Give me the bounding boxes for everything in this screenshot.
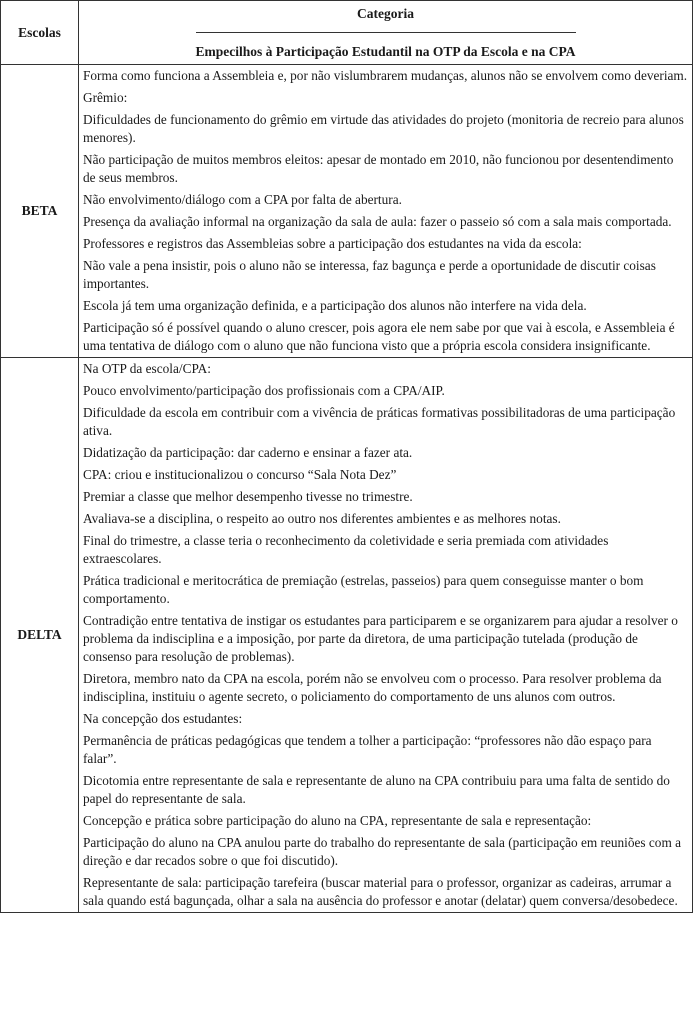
school-name-beta: BETA <box>1 65 79 358</box>
list-item: Contradição entre tentativa de instigar os estudantes para participarem e se organizarem para ajudar a resolver o problema da indisciplina e a imposição, por parte da diretora, de uma participação tutelada (produção de consenso para resolução de problemas). <box>83 613 678 664</box>
list-item: Participação do aluno na CPA anulou parte do trabalho do representante de sala (participação em reuniões com a direção e dar recados sobre o que foi discutido). <box>83 835 682 868</box>
list-item: Não vale a pena insistir, pois o aluno não se interessa, faz bagunça e perde a oportunidade de discutir coisas importantes. <box>83 258 656 291</box>
header-divider <box>196 32 576 33</box>
list-item: Não participação de muitos membros eleitos: apesar de montado em 2010, não funcionou por desentendimento de seus membros. <box>83 152 674 185</box>
obstacles-cell-delta <box>79 358 693 913</box>
list-item: Final do trimestre, a classe teria o reconhecimento da coletividade e seria premiada com atividades extraescolares. <box>83 533 609 566</box>
list-item: Didatização da participação: dar caderno e ensinar a fazer ata. <box>83 445 413 460</box>
list-item: Avaliava-se a disciplina, o respeito ao outro nos diferentes ambientes e as melhores notas. <box>83 511 561 526</box>
schools-header: Escolas <box>1 1 79 65</box>
list-item: Concepção e prática sobre participação do aluno na CPA, representante de sala e representação: <box>83 813 592 828</box>
school-name-delta: DELTA <box>1 358 79 913</box>
category-label: Categoria <box>357 6 414 21</box>
list-item: Escola já tem uma organização definida, e a participação dos alunos não interfere na vida dela. <box>83 298 587 313</box>
list-item: Pouco envolvimento/participação dos profissionais com a CPA/AIP. <box>83 383 445 398</box>
table-header-row <box>1 1 693 65</box>
list-item: Representante de sala: participação tarefeira (buscar material para o professor, organizar as cadeiras, arrumar a sala quando está bagunçada, olhar a sala na ausência do professor e anotar (delatar) quem conversa/desobedece. <box>83 875 678 908</box>
table-row-beta <box>1 65 693 358</box>
list-item: Na OTP da escola/CPA: <box>83 361 211 376</box>
list-item: Na concepção dos estudantes: <box>83 711 243 726</box>
list-item: Dicotomia entre representante de sala e representante de aluno na CPA contribuiu para uma falta de sentido do papel do representante de sala. <box>83 773 670 806</box>
list-item: Dificuldade da escola em contribuir com a vivência de práticas formativas possibilitadoras de uma participação ativa. <box>83 405 676 438</box>
list-item: Permanência de práticas pedagógicas que tendem a tolher a participação: “professores não dão espaço para falar”. <box>83 733 652 766</box>
obstacles-cell-beta <box>79 65 693 358</box>
list-item: Dificuldades de funcionamento do grêmio em virtude das atividades do projeto (monitoria de recreio para alunos menores). <box>83 112 684 145</box>
list-item: Presença da avaliação informal na organização da sala de aula: fazer o passeio só com a sala mais comportada. <box>83 214 672 229</box>
list-item: Grêmio: <box>83 90 128 105</box>
list-item: Forma como funciona a Assembleia e, por não vislumbrarem mudanças, alunos não se envolvem como deveriam. <box>83 68 688 83</box>
list-item: Premiar a classe que melhor desempenho tivesse no trimestre. <box>83 489 413 504</box>
list-item: Professores e registros das Assembleias sobre a participação dos estudantes na vida da escola: <box>83 236 582 251</box>
list-item: Diretora, membro nato da CPA na escola, porém não se envolveu com o processo. Para resolver problema da indisciplina, instituiu o agente secreto, o policiamento do comportamento de uns alunos com outros. <box>83 671 662 704</box>
category-header <box>79 1 693 65</box>
table-row-delta <box>1 358 693 913</box>
list-item: Não envolvimento/diálogo com a CPA por falta de abertura. <box>83 192 402 207</box>
list-item: Prática tradicional e meritocrática de premiação (estrelas, passeios) para quem conseguisse manter o bom comportamento. <box>83 573 644 606</box>
category-subtitle: Empecilhos à Participação Estudantil na OTP da Escola e na CPA <box>195 44 576 59</box>
list-item: Participação só é possível quando o aluno crescer, pois agora ele nem sabe por que vai à escola, e Assembleia é uma tentativa de diálogo com o aluno que não funciona visto que a própria escola considera insignificante. <box>83 320 675 353</box>
list-item: CPA: criou e institucionalizou o concurso “Sala Nota Dez” <box>83 467 397 482</box>
